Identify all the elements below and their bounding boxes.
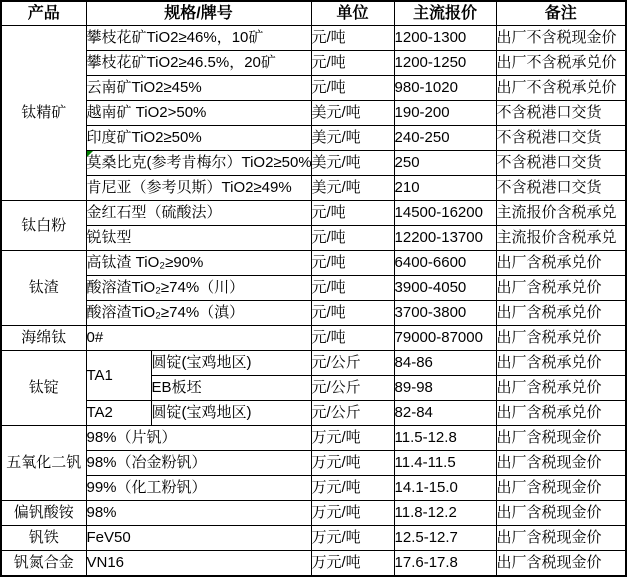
note-cell: 不含税港口交货 xyxy=(496,101,626,126)
spec-cell: 98% xyxy=(86,501,311,526)
unit-cell: 美元/吨 xyxy=(311,126,394,151)
table-row xyxy=(1,476,626,501)
spec-cell: VN16 xyxy=(86,551,311,577)
unit-cell: 美元/吨 xyxy=(311,151,394,176)
note-cell: 出厂含税承兑价 xyxy=(496,326,626,351)
unit-cell: 元/吨 xyxy=(311,51,394,76)
table-row xyxy=(1,26,626,51)
product-cell: 钒铁 xyxy=(1,526,86,551)
table-row xyxy=(1,401,626,426)
product-cell: 五氧化二钒 xyxy=(1,426,86,501)
price-cell: 84-86 xyxy=(394,351,496,376)
spec-cell: FeV50 xyxy=(86,526,311,551)
spec-cell: 酸溶渣TiO₂≥74%（滇） xyxy=(86,301,311,326)
unit-cell: 万元/吨 xyxy=(311,526,394,551)
table-row xyxy=(1,276,626,301)
spec-cell: 莫桑比克(参考肯梅尔）TiO2≥50% xyxy=(86,151,311,176)
price-cell: 17.6-17.8 xyxy=(394,551,496,577)
price-cell: 3900-4050 xyxy=(394,276,496,301)
spec-cell: 圆锭(宝鸡地区) xyxy=(151,351,311,376)
unit-cell: 美元/吨 xyxy=(311,176,394,201)
note-cell: 出厂含税承兑价 xyxy=(496,276,626,301)
spec-cell: 99%（化工粉钒） xyxy=(86,476,311,501)
price-cell: 210 xyxy=(394,176,496,201)
unit-cell: 万元/吨 xyxy=(311,426,394,451)
note-cell: 出厂含税现金价 xyxy=(496,451,626,476)
header-spec: 规格/牌号 xyxy=(86,1,311,26)
product-cell: 钛精矿 xyxy=(1,26,86,201)
spec-cell: EB板坯 xyxy=(151,376,311,401)
unit-cell: 万元/吨 xyxy=(311,501,394,526)
table-row xyxy=(1,251,626,276)
unit-cell: 元/吨 xyxy=(311,326,394,351)
table-row xyxy=(1,501,626,526)
product-cell: 钛渣 xyxy=(1,251,86,326)
spec-cell: 金红石型（硫酸法） xyxy=(86,201,311,226)
spec-cell: 肯尼亚（参考贝斯）TiO2≥49% xyxy=(86,176,311,201)
product-cell: 海绵钛 xyxy=(1,326,86,351)
header-note: 备注 xyxy=(496,1,626,26)
table-row xyxy=(1,101,626,126)
table-row xyxy=(1,201,626,226)
unit-cell: 万元/吨 xyxy=(311,476,394,501)
unit-cell: 元/吨 xyxy=(311,226,394,251)
spec-cell: 酸溶渣TiO₂≥74%（川） xyxy=(86,276,311,301)
note-cell: 主流报价含税承兑 xyxy=(496,201,626,226)
spec-cell: 锐钛型 xyxy=(86,226,311,251)
table-row xyxy=(1,526,626,551)
spec-cell: 攀枝花矿TiO2≥46.5%，20矿 xyxy=(86,51,311,76)
unit-cell: 万元/吨 xyxy=(311,451,394,476)
unit-cell: 元/公斤 xyxy=(311,401,394,426)
price-cell: 1200-1250 xyxy=(394,51,496,76)
price-cell: 82-84 xyxy=(394,401,496,426)
spec-cell: 越南矿 TiO2>50% xyxy=(86,101,311,126)
note-cell: 出厂含税现金价 xyxy=(496,551,626,577)
spec-cell: 98%（片钒） xyxy=(86,426,311,451)
grade-cell: TA2 xyxy=(86,401,151,426)
unit-cell: 元/吨 xyxy=(311,26,394,51)
note-cell: 出厂不含税现金价 xyxy=(496,26,626,51)
table-row xyxy=(1,326,626,351)
table-row xyxy=(1,76,626,101)
header-unit: 单位 xyxy=(311,1,394,26)
table-row xyxy=(1,151,626,176)
note-cell: 出厂含税承兑价 xyxy=(496,301,626,326)
unit-cell: 元/吨 xyxy=(311,251,394,276)
price-cell: 11.5-12.8 xyxy=(394,426,496,451)
price-cell: 14500-16200 xyxy=(394,201,496,226)
price-cell: 240-250 xyxy=(394,126,496,151)
product-cell: 钛锭 xyxy=(1,351,86,426)
price-cell: 14.1-15.0 xyxy=(394,476,496,501)
price-cell: 190-200 xyxy=(394,101,496,126)
table-row xyxy=(1,226,626,251)
spec-cell: 0# xyxy=(86,326,311,351)
header-product: 产品 xyxy=(1,1,86,26)
unit-cell: 元/公斤 xyxy=(311,376,394,401)
product-cell: 钒氮合金 xyxy=(1,551,86,577)
note-cell: 出厂含税现金价 xyxy=(496,476,626,501)
price-cell: 6400-6600 xyxy=(394,251,496,276)
spec-cell: 高钛渣 TiO₂≥90% xyxy=(86,251,311,276)
price-cell: 11.4-11.5 xyxy=(394,451,496,476)
spec-cell: 圆锭(宝鸡地区) xyxy=(151,401,311,426)
note-cell: 出厂含税现金价 xyxy=(496,426,626,451)
table-row xyxy=(1,426,626,451)
table-row xyxy=(1,451,626,476)
grade-cell: TA1 xyxy=(86,351,151,401)
note-cell: 不含税港口交货 xyxy=(496,126,626,151)
unit-cell: 元/吨 xyxy=(311,76,394,101)
note-cell: 出厂含税现金价 xyxy=(496,526,626,551)
price-cell: 12.5-12.7 xyxy=(394,526,496,551)
product-cell: 偏钒酸铵 xyxy=(1,501,86,526)
price-cell: 1200-1300 xyxy=(394,26,496,51)
spec-cell: 攀枝花矿TiO2≥46%，10矿 xyxy=(86,26,311,51)
comment-marker-icon xyxy=(87,151,93,157)
unit-cell: 万元/吨 xyxy=(311,551,394,577)
note-cell: 出厂含税承兑价 xyxy=(496,251,626,276)
unit-cell: 元/吨 xyxy=(311,201,394,226)
note-cell: 出厂含税承兑价 xyxy=(496,401,626,426)
table-row xyxy=(1,301,626,326)
note-cell: 出厂不含税承兑价 xyxy=(496,76,626,101)
price-cell: 3700-3800 xyxy=(394,301,496,326)
price-cell: 980-1020 xyxy=(394,76,496,101)
spec-cell: 印度矿TiO2≥50% xyxy=(86,126,311,151)
price-cell: 12200-13700 xyxy=(394,226,496,251)
unit-cell: 元/吨 xyxy=(311,276,394,301)
note-cell: 出厂含税现金价 xyxy=(496,501,626,526)
unit-cell: 美元/吨 xyxy=(311,101,394,126)
unit-cell: 元/公斤 xyxy=(311,351,394,376)
header-price: 主流报价 xyxy=(394,1,496,26)
table-row xyxy=(1,351,626,376)
note-cell: 出厂含税承兑价 xyxy=(496,376,626,401)
price-cell: 89-98 xyxy=(394,376,496,401)
table-row xyxy=(1,176,626,201)
note-cell: 出厂不含税承兑价 xyxy=(496,51,626,76)
note-cell: 主流报价含税承兑 xyxy=(496,226,626,251)
price-cell: 11.8-12.2 xyxy=(394,501,496,526)
table-row xyxy=(1,126,626,151)
table-row xyxy=(1,551,626,577)
unit-cell: 元/吨 xyxy=(311,301,394,326)
note-cell: 出厂含税承兑价 xyxy=(496,351,626,376)
spec-cell: 98%（冶金粉钒） xyxy=(86,451,311,476)
price-cell: 250 xyxy=(394,151,496,176)
header-row xyxy=(1,1,626,26)
note-cell: 不含税港口交货 xyxy=(496,151,626,176)
price-cell: 79000-87000 xyxy=(394,326,496,351)
spec-cell: 云南矿TiO2≥45% xyxy=(86,76,311,101)
note-cell: 不含税港口交货 xyxy=(496,176,626,201)
product-cell: 钛白粉 xyxy=(1,201,86,251)
table-body xyxy=(1,26,626,577)
table-row xyxy=(1,51,626,76)
